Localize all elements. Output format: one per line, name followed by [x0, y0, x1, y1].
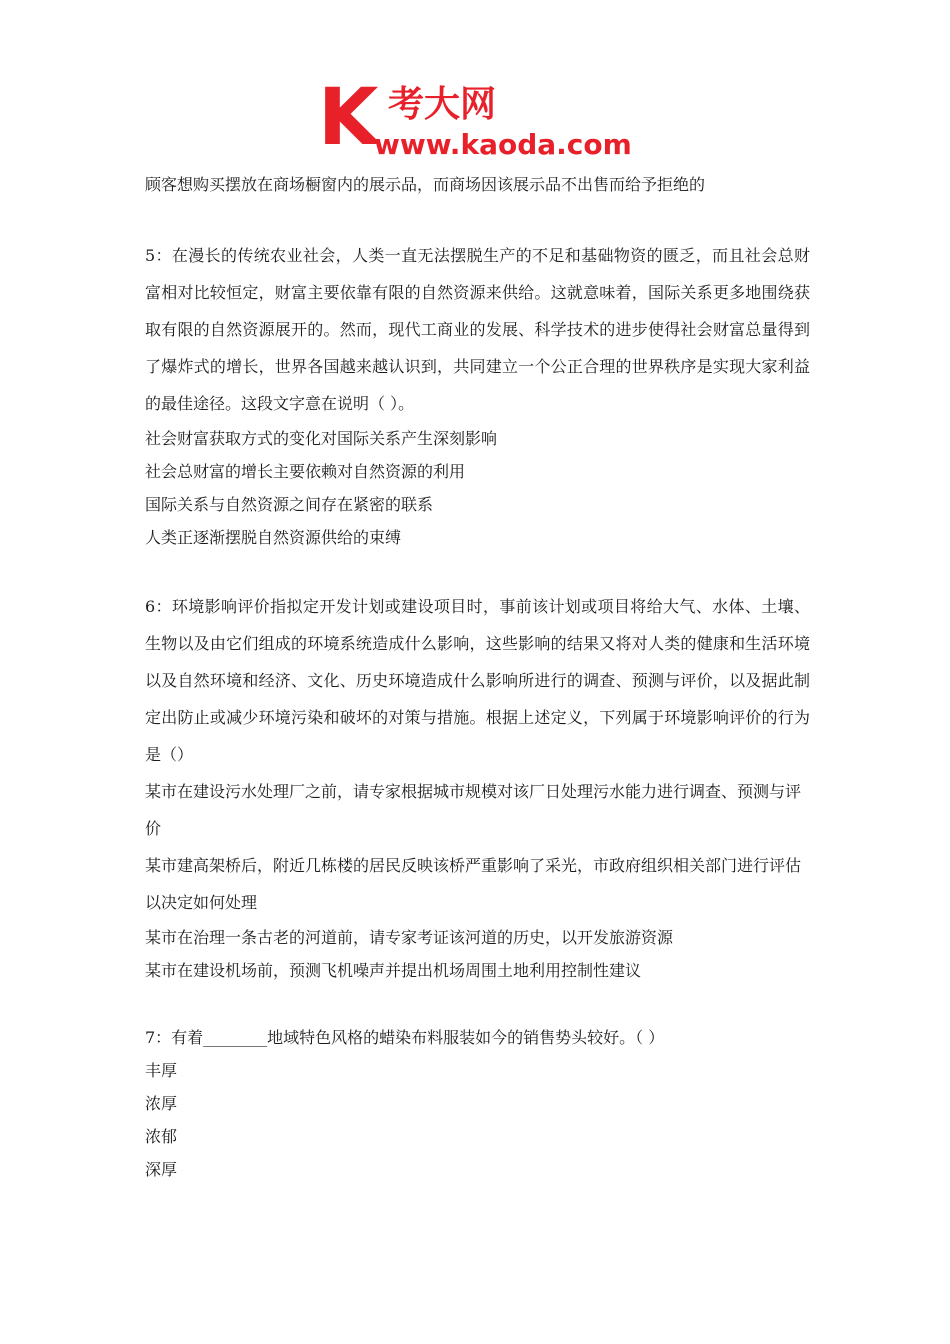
question-6-option-d: 某市在建设机场前，预测飞机噪声并提出机场周围土地利用控制性建议: [145, 961, 642, 980]
question-5-option-a: 社会财富获取方式的变化对国际关系产生深刻影响: [145, 429, 498, 448]
question-6: [145, 588, 810, 987]
question-5-option-b: 社会总财富的增长主要依赖对自然资源的利用: [145, 462, 466, 481]
kaoda-logo: [318, 78, 648, 160]
intro-line: 顾客想购买摆放在商场橱窗内的展示品，而商场因该展示品不出售而给予拒绝的: [145, 175, 706, 194]
question-6-option-c: 某市在治理一条古老的河道前，请专家考证该河道的历史，以开发旅游资源: [145, 928, 674, 947]
logo-k-letter: K: [318, 78, 379, 160]
logo-url: www.kaoda.com: [374, 128, 632, 160]
question-6-stem: 6：环境影响评价指拟定开发计划或建设项目时，事前该计划或项目将给大气、水体、土壤、生物以及由它们组成的环境系统造成什么影响，这些影响的结果又将对人类的健康和生活环境以及自然环境和经济、文化、历史环境造成什么影响所进行的调查、预测与评价，以及据此制定出防止或减少环境污染和破坏的对策与措施。根据上述定义，下列属于环境影响评价的行为是（）: [145, 597, 810, 764]
document-body: [145, 168, 810, 1186]
question-5-option-c: 国际关系与自然资源之间存在紧密的联系: [145, 495, 434, 514]
question-7-option-d: 深厚: [145, 1160, 178, 1179]
logo-cn-name: 考大网: [388, 84, 497, 125]
question-7: [145, 1021, 810, 1186]
question-6-option-b: 某市建高架桥后，附近几栋楼的居民反映该桥严重影响了采光，市政府组织相关部门进行评估以决定如何处理: [145, 856, 802, 912]
question-5-stem: 5：在漫长的传统农业社会，人类一直无法摆脱生产的不足和基础物资的匮乏，而且社会总财富相对比较恒定，财富主要依靠有限的自然资源来供给。这就意味着，国际关系更多地围绕获取有限的自然资源展开的。然而，现代工商业的发展、科学技术的进步使得社会财富总量得到了爆炸式的增长，世界各国越来越认识到，共同建立一个公正合理的世界秩序是实现大家利益的最佳途径。这段文字意在说明（ ）。: [145, 246, 810, 413]
question-5: [145, 237, 810, 554]
question-7-option-c: 浓郁: [145, 1127, 178, 1146]
question-7-option-b: 浓厚: [145, 1094, 178, 1113]
question-7-stem: 7：有着________地域特色风格的蜡染布料服装如今的销售势头较好。（ ）: [145, 1028, 665, 1047]
question-7-option-a: 丰厚: [145, 1061, 178, 1080]
question-5-option-d: 人类正逐渐摆脱自然资源供给的束缚: [145, 528, 402, 547]
question-6-option-a: 某市在建设污水处理厂之前，请专家根据城市规模对该厂日处理污水能力进行调查、预测与评价: [145, 782, 802, 838]
